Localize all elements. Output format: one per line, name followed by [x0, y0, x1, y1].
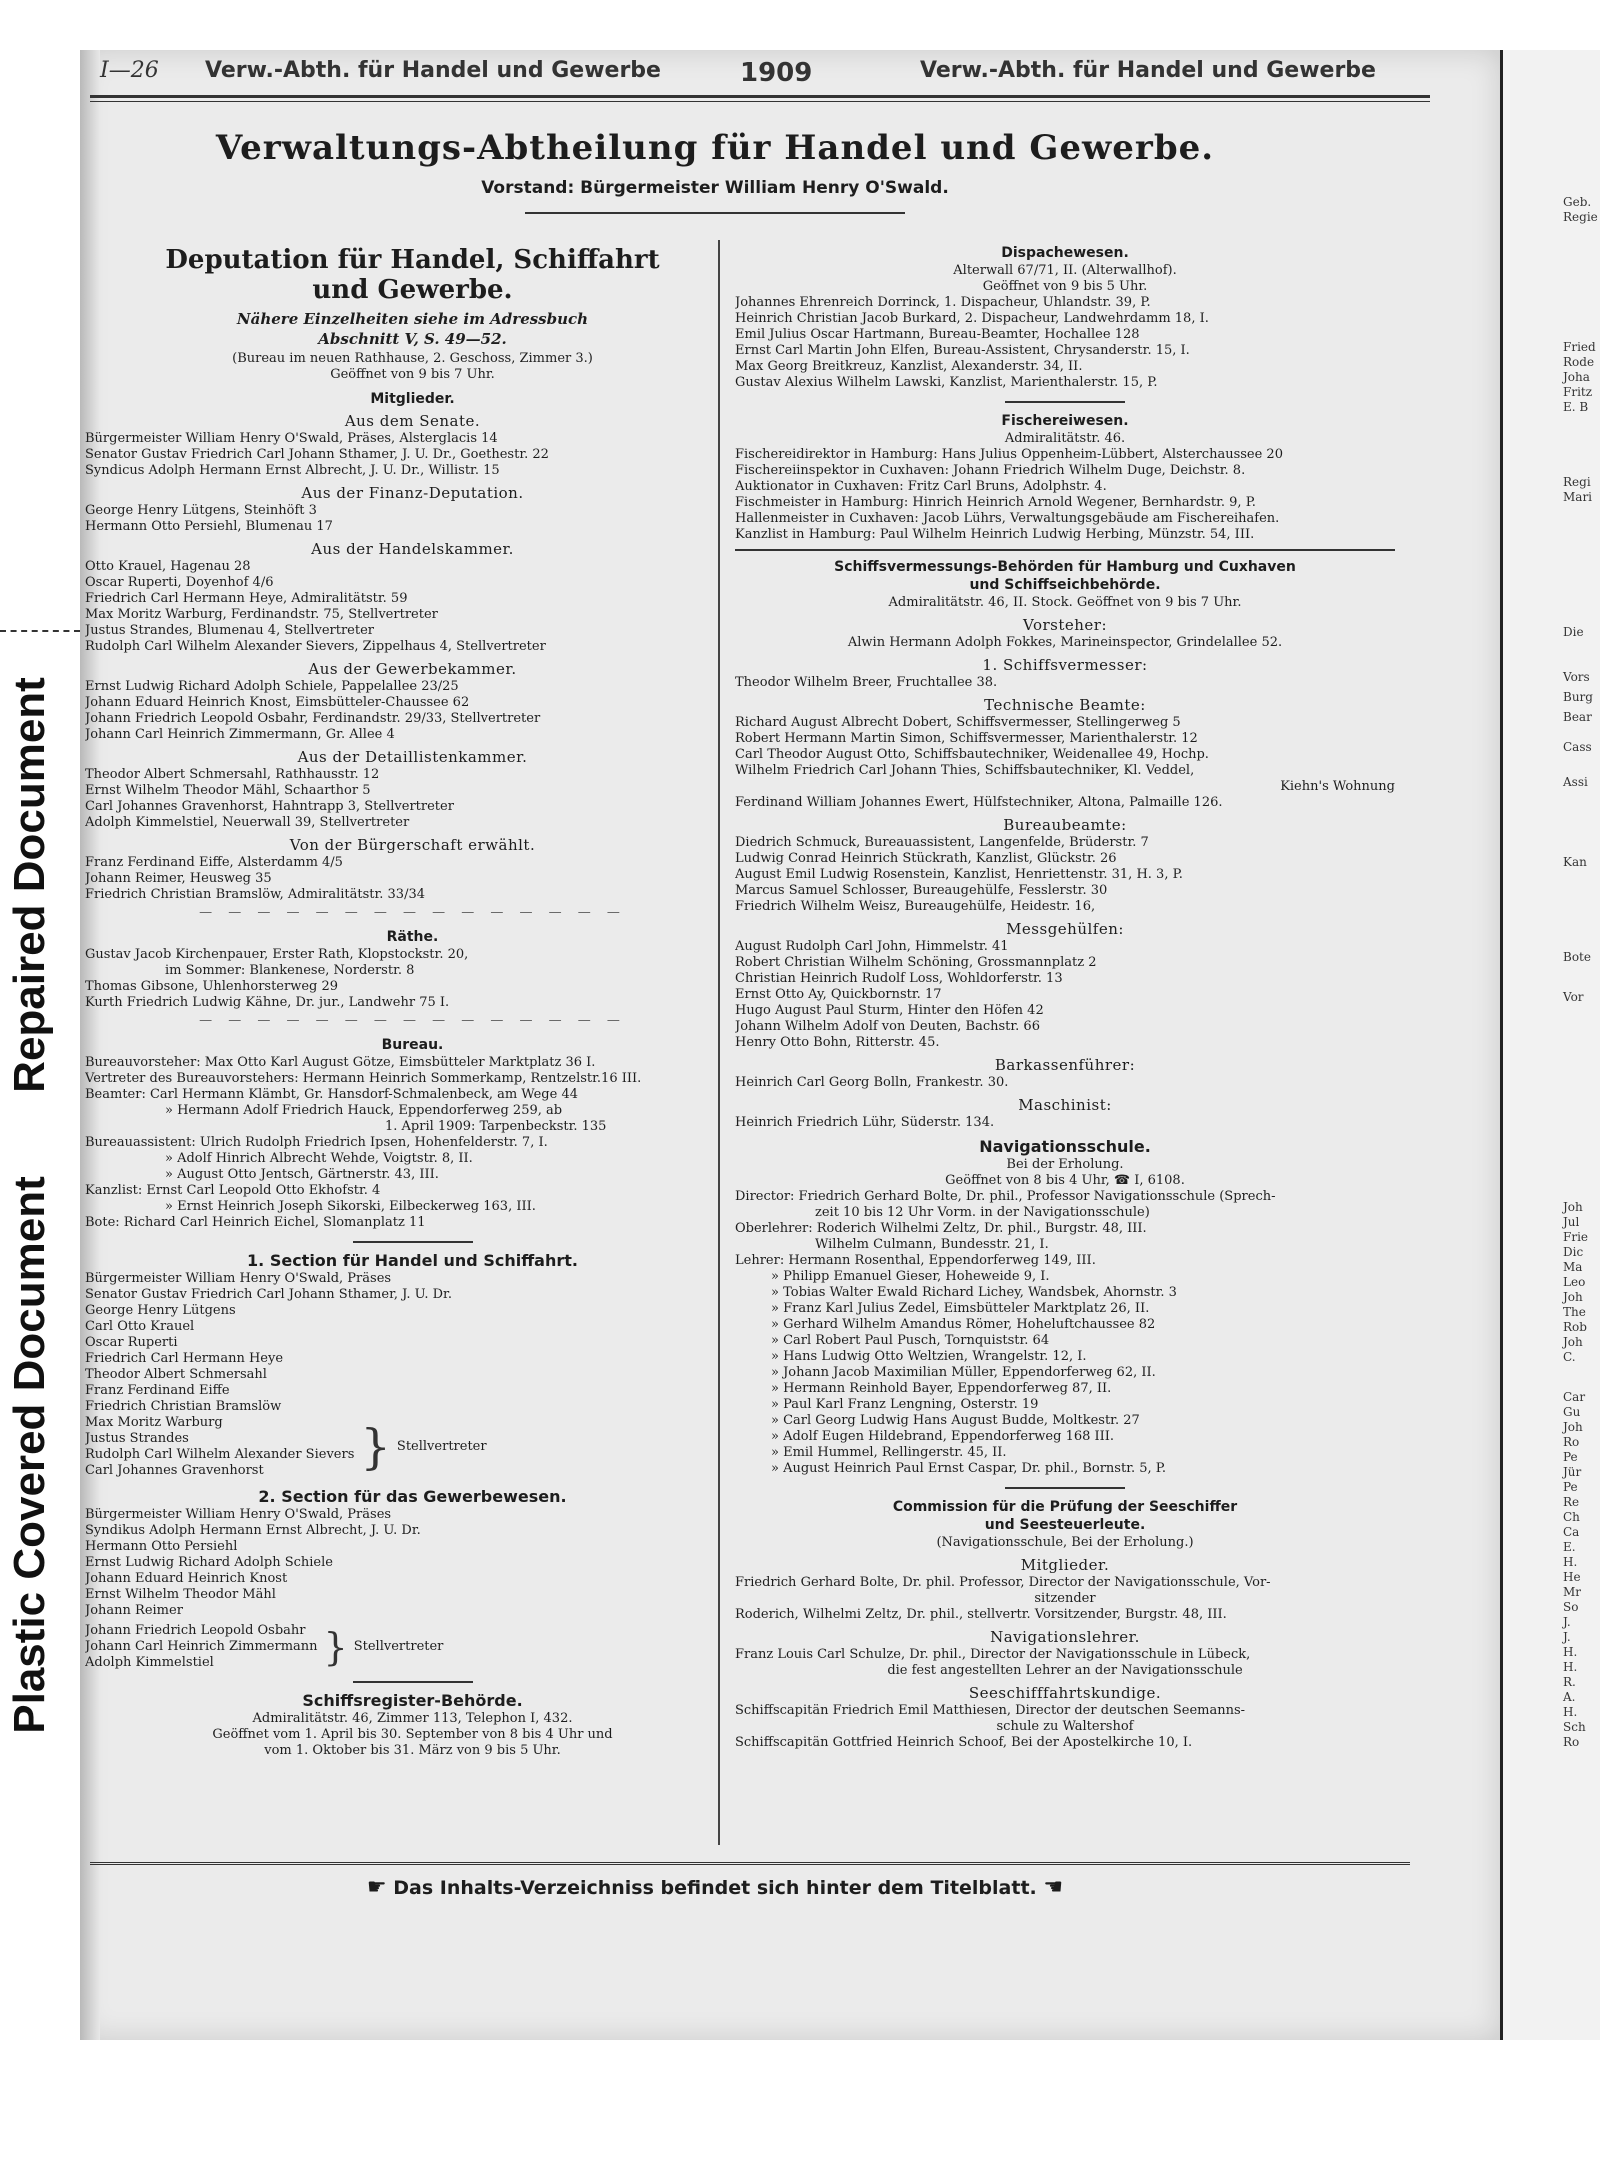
list-item: Hermann Otto Persiehl: [85, 1539, 238, 1554]
list-item: Oscar Ruperti, Doyenhof 4/6: [85, 575, 274, 590]
strip-text: Rode: [1563, 355, 1595, 369]
strip-text: Ro: [1563, 1735, 1580, 1749]
list-item: Auktionator in Cuxhaven: Fritz Carl Bruns, Adolphstr. 4.: [735, 479, 1107, 494]
list-item: Ferdinand William Johannes Ewert, Hülfstechniker, Altona, Palmaille 126.: [735, 795, 1223, 810]
list-item: Ernst Wilhelm Theodor Mähl: [85, 1587, 276, 1602]
list-item: George Henry Lütgens: [85, 1303, 236, 1318]
left-column: [85, 245, 740, 1759]
list-item: Hermann Otto Persiehl, Blumenau 17: [85, 519, 333, 534]
brace-icon: }: [323, 1625, 348, 1669]
strip-text: Rob: [1563, 1320, 1587, 1334]
strip-text: Geb.: [1563, 195, 1592, 209]
list-item: Senator Gustav Friedrich Carl Johann Sthamer, J. U. Dr., Goethestr. 22: [85, 447, 549, 462]
list-item: Bote: Richard Carl Heinrich Eichel, Slomanplatz 11: [85, 1215, 426, 1230]
list-item: Heinrich Christian Jacob Burkard, 2. Dispacheur, Landwehrdamm 18, I.: [735, 311, 1209, 326]
list-item: Theodor Wilhelm Breer, Fruchtallee 38.: [735, 675, 998, 690]
navigationslehrer-heading: Navigationslehrer.: [990, 1628, 1140, 1646]
strip-text: So: [1563, 1600, 1579, 1614]
strip-text: Dic: [1563, 1245, 1584, 1259]
brace-icon: }: [360, 1419, 391, 1475]
strip-text: E. B: [1563, 400, 1589, 414]
list-item: Kanzlist: Ernst Carl Leopold Otto Ekhofstr. 4: [85, 1183, 381, 1198]
list-item: Justus Strandes, Blumenau 4, Stellvertreter: [85, 623, 374, 638]
messgehuelfen-heading: Messgehülfen:: [1006, 920, 1124, 938]
list-item: » Philipp Emanuel Gieser, Hoheweide 9, I.: [771, 1269, 1050, 1284]
vermesser-heading: 1. Schiffsvermesser:: [982, 656, 1148, 674]
list-item: Oscar Ruperti: [85, 1335, 178, 1350]
list-item: Christian Heinrich Rudolf Loss, Wohldorferstr. 13: [735, 971, 1063, 986]
strip-text: Regie: [1563, 210, 1598, 224]
list-item: schule zu Waltershof: [996, 1719, 1134, 1734]
technische-heading: Technische Beamte:: [984, 696, 1146, 714]
vermessung-heading-2: und Schiffseichbehörde.: [969, 577, 1161, 593]
list-item: Johannes Ehrenreich Dorrinck, 1. Dispacheur, Uhlandstr. 39, P.: [735, 295, 1151, 310]
section-rule: [353, 1681, 473, 1683]
strip-text: Leo: [1563, 1275, 1586, 1289]
nav-hours: Geöffnet von 8 bis 4 Uhr, ☎ I, 6108.: [945, 1173, 1185, 1188]
strip-text: Frie: [1563, 1230, 1589, 1244]
strip-text: Die: [1563, 625, 1584, 639]
buergerschaft-heading: Von der Bürgerschaft erwählt.: [289, 836, 536, 854]
gewerbekammer-heading: Aus der Gewerbekammer.: [308, 660, 517, 678]
list-item: Max Moritz Warburg: [85, 1415, 223, 1430]
navigationsschule-heading: Navigationsschule.: [979, 1137, 1151, 1156]
list-item: Schiffscapitän Friedrich Emil Matthiesen, Director der deutschen Seemanns-: [735, 1703, 1246, 1718]
dash-separator: — — — — — — — — — — — — — — —: [199, 1013, 626, 1028]
strip-text: The: [1563, 1305, 1586, 1319]
strip-text: Pe: [1563, 1480, 1578, 1494]
list-item: Heinrich Carl Georg Bolln, Frankestr. 30.: [735, 1075, 1009, 1090]
header-year: 1909: [740, 58, 813, 88]
list-item: Johann Wilhelm Adolf von Deuten, Bachstr. 66: [735, 1019, 1040, 1034]
list-item: » Hermann Adolf Friedrich Hauck, Eppendorferweg 259, ab: [165, 1103, 563, 1118]
list-item: Fischmeister in Hamburg: Hinrich Heinrich Arnold Wegener, Bernhardstr. 9, P.: [735, 495, 1256, 510]
list-item: Johann Eduard Heinrich Knost: [85, 1571, 288, 1586]
strip-text: J.: [1563, 1630, 1571, 1644]
list-item: 1. April 1909: Tarpenbeckstr. 135: [385, 1119, 607, 1134]
list-item: Fischereiinspektor in Cuxhaven: Johann Friedrich Wilhelm Duge, Deichstr. 8.: [735, 463, 1246, 478]
list-item: Friedrich Wilhelm Weisz, Bureaugehülfe, Heidestr. 16,: [735, 899, 1096, 914]
footer-note: [100, 1875, 1330, 1900]
list-item: Senator Gustav Friedrich Carl Johann Sthamer, J. U. Dr.: [85, 1287, 452, 1302]
list-item: » August Otto Jentsch, Gärtnerstr. 43, III.: [165, 1167, 439, 1182]
list-item: August Emil Ludwig Rosenstein, Kanzlist, Henriettenstr. 31, H. 3, P.: [735, 867, 1183, 882]
strip-text: Cass: [1563, 740, 1592, 754]
nav-location: Bei der Erholung.: [1006, 1157, 1124, 1172]
raethe-heading: Räthe.: [386, 929, 439, 945]
list-item: Vertreter des Bureauvorstehers: Hermann Heinrich Sommerkamp, Rentzelstr.16 III.: [85, 1071, 642, 1086]
list-item: Johann Eduard Heinrich Knost, Eimsbütteler-Chaussee 62: [85, 695, 470, 710]
strip-text: Re: [1563, 1495, 1580, 1509]
list-item: » Tobias Walter Ewald Richard Lichey, Wandsbek, Ahornstr. 3: [771, 1285, 1177, 1300]
bureau-heading: Bureau.: [381, 1037, 444, 1053]
list-item: Johann Friedrich Leopold Osbahr: [85, 1623, 306, 1638]
list-item: Bürgermeister William Henry O'Swald, Präses: [85, 1507, 392, 1522]
list-item: Alwin Hermann Adolph Fokkes, Marineinspector, Grindelallee 52.: [847, 635, 1283, 650]
list-item: Beamter: Carl Hermann Klämbt, Gr. Hansdorf-Schmalenbeck, am Wege 44: [85, 1087, 578, 1102]
list-item: Kanzlist in Hamburg: Paul Wilhelm Heinrich Ludwig Herbing, Münzstr. 54, III.: [735, 527, 1255, 542]
list-item: » Hans Ludwig Otto Weltzien, Wrangelstr. 12, I.: [771, 1349, 1087, 1364]
running-header: [100, 58, 1420, 98]
list-item: Thomas Gibsone, Uhlenhorsterweg 29: [85, 979, 339, 994]
list-item: » Franz Karl Julius Zedel, Eimsbütteler Marktplatz 26, II.: [771, 1301, 1150, 1316]
list-item: Friedrich Christian Bramslöw: [85, 1399, 282, 1414]
list-item: Oberlehrer: Roderich Wilhelmi Zeltz, Dr. phil., Burgstr. 48, III.: [735, 1221, 1147, 1236]
strip-text: C.: [1563, 1350, 1576, 1364]
strip-text: Jür: [1563, 1465, 1582, 1479]
list-item: Max Georg Breitkreuz, Kanzlist, Alexanderstr. 34, II.: [735, 359, 1083, 374]
list-item: die fest angestellten Lehrer an der Navigationsschule: [887, 1663, 1243, 1678]
repaired-document-label: Repaired Document: [5, 677, 54, 1093]
bureaubeamte-heading: Bureaubeamte:: [1003, 816, 1127, 834]
strip-text: Bote: [1563, 950, 1591, 964]
strip-text: He: [1563, 1570, 1581, 1584]
adjacent-page-strip: [1500, 50, 1600, 2040]
fischerei-heading: Fischereiwesen.: [1001, 413, 1129, 429]
strip-text: Vor: [1563, 990, 1584, 1004]
members-heading: Mitglieder.: [370, 391, 455, 407]
strip-text: Assi: [1563, 775, 1588, 789]
list-item: Adolph Kimmelstiel, Neuerwall 39, Stellvertreter: [85, 815, 410, 830]
strip-text: Jul: [1563, 1215, 1580, 1229]
strip-text: Gu: [1563, 1405, 1581, 1419]
strip-text: H.: [1563, 1705, 1578, 1719]
list-item: Carl Otto Krauel: [85, 1319, 195, 1334]
vermessung-address: Admiralitätstr. 46, II. Stock. Geöffnet von 9 bis 7 Uhr.: [888, 595, 1242, 610]
bureau-location: (Bureau im neuen Rathhause, 2. Geschoss, Zimmer 3.): [232, 351, 593, 366]
list-item: Heinrich Friedrich Lühr, Süderstr. 134.: [735, 1115, 995, 1130]
header-right: Verw.-Abth. für Handel und Gewerbe: [920, 58, 1376, 83]
list-item: Lehrer: Hermann Rosenthal, Eppendorferweg 149, III.: [735, 1253, 1096, 1268]
footer-rule: [90, 1862, 1410, 1865]
strip-text: Regi: [1563, 475, 1591, 489]
list-item: Franz Louis Carl Schulze, Dr. phil., Director der Navigationsschule in Lübeck,: [735, 1647, 1251, 1662]
list-item: Theodor Albert Schmersahl: [85, 1367, 267, 1382]
list-item: George Henry Lütgens, Steinhöft 3: [85, 503, 317, 518]
senate-heading: Aus dem Senate.: [344, 412, 481, 430]
list-item: Hallenmeister in Cuxhaven: Jacob Lührs, Verwaltungsgebäude am Fischereihafen.: [735, 511, 1280, 526]
dashed-mark: [0, 630, 80, 632]
maschinist-heading: Maschinist:: [1018, 1096, 1112, 1114]
list-item: Henry Otto Bohn, Ritterstr. 45.: [735, 1035, 940, 1050]
page-number: I—26: [100, 58, 159, 83]
list-item: Johann Carl Heinrich Zimmermann: [85, 1639, 318, 1654]
dispache-hours: Geöffnet von 9 bis 5 Uhr.: [982, 279, 1148, 294]
section-rule: [1005, 401, 1125, 403]
section2-substitutes: [85, 1623, 740, 1671]
section-rule: [1005, 1487, 1125, 1489]
dash-separator: — — — — — — — — — — — — — — —: [199, 905, 626, 920]
list-item: Rudolph Carl Wilhelm Alexander Sievers: [85, 1447, 355, 1462]
list-item: Geöffnet vom 1. April bis 30. September von 8 bis 4 Uhr und: [212, 1727, 613, 1742]
list-item: Robert Hermann Martin Simon, Schiffsvermesser, Marienthalerstr. 12: [735, 731, 1198, 746]
list-item: Emil Julius Oscar Hartmann, Bureau-Beamter, Hochallee 128: [735, 327, 1140, 342]
list-item: » Adolf Eugen Hildebrand, Eppendorferweg 168 III.: [771, 1429, 1115, 1444]
list-item: » Hermann Reinhold Bayer, Eppendorferweg 87, II.: [771, 1381, 1112, 1396]
list-item: Rudolph Carl Wilhelm Alexander Sievers, Zippelhaus 4, Stellvertreter: [85, 639, 546, 654]
strip-text: H.: [1563, 1660, 1578, 1674]
list-item: » Adolf Hinrich Albrecht Wehde, Voigtstr. 8, II.: [165, 1151, 473, 1166]
list-item: Ernst Wilhelm Theodor Mähl, Schaarthor 5: [85, 783, 371, 798]
list-item: August Rudolph Carl John, Himmelstr. 41: [735, 939, 1009, 954]
sidebar-labels: [0, 620, 60, 1770]
strip-text: Kan: [1563, 855, 1587, 869]
list-item: Ernst Carl Martin John Elfen, Bureau-Assistent, Chrysanderstr. 15, I.: [735, 343, 1190, 358]
fischerei-address: Admiralitätstr. 46.: [1004, 431, 1126, 446]
strip-text: Fried: [1563, 340, 1596, 354]
list-item: Bürgermeister William Henry O'Swald, Präses, Alsterglacis 14: [85, 431, 498, 446]
list-item: Kurth Friedrich Ludwig Kähne, Dr. jur., Landwehr 75 I.: [85, 995, 450, 1010]
list-item: » August Heinrich Paul Ernst Caspar, Dr. phil., Bornstr. 5, P.: [771, 1461, 1167, 1476]
strip-text: Mr: [1563, 1585, 1582, 1599]
list-item: Hugo August Paul Sturm, Hinter den Höfen 42: [735, 1003, 1044, 1018]
list-item: Franz Ferdinand Eiffe: [85, 1383, 230, 1398]
strip-text: Joh: [1563, 1335, 1583, 1349]
list-item: Syndikus Adolph Hermann Ernst Albrecht, J. U. Dr.: [85, 1523, 421, 1538]
list-item: » Carl Robert Paul Pusch, Tornquiststr. 64: [771, 1333, 1050, 1348]
list-item: » Ernst Heinrich Joseph Sikorski, Eilbeckerweg 163, III.: [165, 1199, 536, 1214]
section2-heading: 2. Section für das Gewerbewesen.: [258, 1487, 567, 1506]
list-item: » Emil Hummel, Rellingerstr. 45, II.: [771, 1445, 1007, 1460]
list-item: » Paul Karl Franz Lengning, Osterstr. 19: [771, 1397, 1039, 1412]
list-item: Johann Reimer, Heusweg 35: [85, 871, 272, 886]
list-item: Carl Johannes Gravenhorst, Hahntrapp 3, Stellvertreter: [85, 799, 454, 814]
list-item: Friedrich Carl Hermann Heye: [85, 1351, 284, 1366]
strip-text: H.: [1563, 1555, 1578, 1569]
barkasse-heading: Barkassenführer:: [994, 1056, 1136, 1074]
list-item: Max Moritz Warburg, Ferdinandstr. 75, Stellvertreter: [85, 607, 438, 622]
list-item: Friedrich Christian Bramslöw, Admiralitätstr. 33/34: [85, 887, 425, 902]
list-item: Kiehn's Wohnung: [1280, 779, 1395, 794]
list-item: Carl Theodor August Otto, Schiffsbautechniker, Weidenallee 49, Hochp.: [735, 747, 1209, 762]
strip-text: Mari: [1563, 490, 1593, 504]
deputation-heading: Deputation für Handel, Schiffahrt: [165, 245, 660, 275]
list-item: Carl Johannes Gravenhorst: [85, 1463, 264, 1478]
list-item: Diedrich Schmuck, Bureauassistent, Langenfelde, Brüderstr. 7: [735, 835, 1149, 850]
list-item: Johann Carl Heinrich Zimmermann, Gr. Allee 4: [85, 727, 395, 742]
header-left: Verw.-Abth. für Handel und Gewerbe: [205, 58, 661, 83]
strip-text: Pe: [1563, 1450, 1578, 1464]
strip-text: J.: [1563, 1615, 1571, 1629]
reference-note-2: Abschnitt V, S. 49—52.: [318, 330, 507, 348]
list-item: Wilhelm Friedrich Carl Johann Thies, Schiffsbautechniker, Kl. Veddel,: [735, 763, 1195, 778]
plastic-covered-label: Plastic Covered Document: [5, 1176, 54, 1734]
list-item: Syndicus Adolph Hermann Ernst Albrecht, J. U. Dr., Willistr. 15: [85, 463, 500, 478]
strip-text: Ca: [1563, 1525, 1580, 1539]
strip-text: A.: [1563, 1690, 1576, 1704]
section-rule: [353, 1241, 473, 1243]
strip-text: Fritz: [1563, 385, 1593, 399]
list-item: Ludwig Conrad Heinrich Stückrath, Kanzlist, Glückstr. 26: [735, 851, 1117, 866]
list-item: Friedrich Carl Hermann Heye, Admiralitätstr. 59: [85, 591, 408, 606]
list-item: » Gerhard Wilhelm Amandus Römer, Hoheluftchaussee 82: [771, 1317, 1156, 1332]
list-item: Ernst Otto Ay, Quickbornstr. 17: [735, 987, 942, 1002]
handelskammer-heading: Aus der Handelskammer.: [311, 540, 514, 558]
vermessung-heading: Schiffsvermessungs-Behörden für Hamburg und Cuxhaven: [834, 559, 1296, 575]
strip-text: Car: [1563, 1390, 1586, 1404]
strip-text: Ro: [1563, 1435, 1580, 1449]
list-item: Johann Reimer: [85, 1603, 183, 1618]
list-item: Friedrich Gerhard Bolte, Dr. phil. Professor, Director der Navigationsschule, Vor-: [735, 1575, 1271, 1590]
list-item: Justus Strandes: [85, 1431, 189, 1446]
list-item: Franz Ferdinand Eiffe, Alsterdamm 4/5: [85, 855, 343, 870]
list-item: Ernst Ludwig Richard Adolph Schiele, Pappelallee 23/25: [85, 679, 459, 694]
list-item: Wilhelm Culmann, Bundesstr. 21, I.: [815, 1237, 1049, 1252]
title-rule: [525, 212, 905, 214]
list-item: Ernst Ludwig Richard Adolph Schiele: [85, 1555, 333, 1570]
strip-text: E.: [1563, 1540, 1576, 1554]
list-item: » Johann Jacob Maximilian Müller, Eppendorferweg 62, II.: [771, 1365, 1156, 1380]
list-item: Bürgermeister William Henry O'Swald, Präses: [85, 1271, 392, 1286]
list-item: » Carl Georg Ludwig Hans August Budde, Moltkestr. 27: [771, 1413, 1140, 1428]
strip-text: Joh: [1563, 1420, 1583, 1434]
commission-heading-2: und Seesteuerleute.: [984, 1517, 1146, 1533]
right-column: [735, 245, 1395, 1751]
list-item: Johann Friedrich Leopold Osbahr, Ferdinandstr. 29/33, Stellvertreter: [85, 711, 541, 726]
list-item: Richard August Albrecht Dobert, Schiffsvermesser, Stellingerweg 5: [735, 715, 1181, 730]
footer-text: Das Inhalts-Verzeichniss befindet sich hinter dem Titelblatt.: [393, 1877, 1037, 1899]
header-rule: [90, 95, 1430, 98]
finanz-heading: Aus der Finanz-Deputation.: [301, 484, 524, 502]
strip-text: R.: [1563, 1675, 1576, 1689]
list-item: sitzender: [1034, 1591, 1096, 1606]
list-item: Bureauassistent: Ulrich Rudolph Friedrich Ipsen, Hohenfelderstr. 7, I.: [85, 1135, 548, 1150]
strip-text: Joha: [1563, 370, 1590, 384]
commission-heading: Commission für die Prüfung der Seeschiffer: [892, 1499, 1238, 1515]
pointing-hand-right-icon: ☛: [366, 1875, 387, 1900]
list-item: im Sommer: Blankenese, Norderstr. 8: [165, 963, 415, 978]
commission-location: (Navigationsschule, Bei der Erholung.): [936, 1535, 1194, 1550]
commission-members-heading: Mitglieder.: [1020, 1556, 1110, 1574]
bureau-hours: Geöffnet von 9 bis 7 Uhr.: [330, 367, 495, 382]
list-item: Otto Krauel, Hagenau 28: [85, 559, 251, 574]
strip-text: Bear: [1563, 710, 1592, 724]
list-item: zeit 10 bis 12 Uhr Vorm. in der Navigationsschule): [815, 1205, 1150, 1220]
strip-text: Sch: [1563, 1720, 1586, 1734]
deputation-heading-2: und Gewerbe.: [312, 275, 513, 305]
vorsteher-heading: Vorsteher:: [1022, 616, 1108, 634]
list-item: Admiralitätstr. 46, Zimmer 113, Telephon I, 432.: [252, 1711, 573, 1726]
senate-list: [85, 431, 740, 479]
section-rule: [735, 549, 1395, 551]
strip-text: Joh: [1563, 1200, 1583, 1214]
strip-text: Ch: [1563, 1510, 1580, 1524]
list-item: Bureauvorsteher: Max Otto Karl August Götze, Eimsbütteler Marktplatz 36 I.: [85, 1055, 596, 1070]
page-title: Verwaltungs-Abtheilung für Handel und Gewerbe.: [215, 128, 1215, 168]
stellvertreter-label: Stellvertreter: [396, 1439, 487, 1454]
list-item: Fischereidirektor in Hamburg: Hans Julius Oppenheim-Lübbert, Alsterchaussee 20: [735, 447, 1283, 462]
list-item: Gustav Jacob Kirchenpauer, Erster Rath, Klopstockstr. 20,: [85, 947, 469, 962]
list-item: Roderich, Wilhelmi Zeltz, Dr. phil., stellvertr. Vorsitzender, Burgstr. 48, III.: [735, 1607, 1227, 1622]
list-item: Robert Christian Wilhelm Schöning, Grossmannplatz 2: [735, 955, 1097, 970]
list-item: vom 1. Oktober bis 31. März von 9 bis 5 Uhr.: [264, 1743, 561, 1758]
pointing-hand-left-icon: ☚: [1043, 1875, 1064, 1900]
list-item: Theodor Albert Schmersahl, Rathhausstr. 12: [85, 767, 380, 782]
schiffsregister-heading: Schiffsregister-Behörde.: [302, 1691, 523, 1710]
strip-text: H.: [1563, 1645, 1578, 1659]
seeschifffahrt-heading: Seeschifffahrtskundige.: [968, 1684, 1162, 1702]
strip-text: Ma: [1563, 1260, 1583, 1274]
strip-text: Vors: [1563, 670, 1590, 684]
stellvertreter-label: Stellvertreter: [353, 1639, 444, 1654]
detaillisten-heading: Aus der Detaillistenkammer.: [297, 748, 528, 766]
header-rule-thin: [90, 101, 1430, 102]
strip-text: Burg: [1563, 690, 1593, 704]
list-item: Director: Friedrich Gerhard Bolte, Dr. phil., Professor Navigationsschule (Sprech-: [735, 1189, 1276, 1204]
list-item: Gustav Alexius Wilhelm Lawski, Kanzlist, Marienthalerstr. 15, P.: [735, 375, 1158, 390]
section1-substitutes: [85, 1415, 740, 1479]
reference-note: Nähere Einzelheiten siehe im Adressbuch: [236, 310, 589, 328]
dispache-address: Alterwall 67/71, II. (Alterwallhof).: [953, 263, 1177, 278]
list-item: Adolph Kimmelstiel: [85, 1655, 214, 1670]
list-item: Schiffscapitän Gottfried Heinrich Schoof, Bei der Apostelkirche 10, I.: [735, 1735, 1193, 1750]
page-subtitle: Vorstand: Bürgermeister William Henry O'Swald.: [481, 178, 949, 198]
list-item: Marcus Samuel Schlosser, Bureaugehülfe, Fesslerstr. 30: [735, 883, 1108, 898]
section1-heading: 1. Section für Handel und Schiffahrt.: [247, 1251, 578, 1270]
dispache-heading: Dispachewesen.: [1001, 245, 1129, 261]
strip-text: Joh: [1563, 1290, 1583, 1304]
